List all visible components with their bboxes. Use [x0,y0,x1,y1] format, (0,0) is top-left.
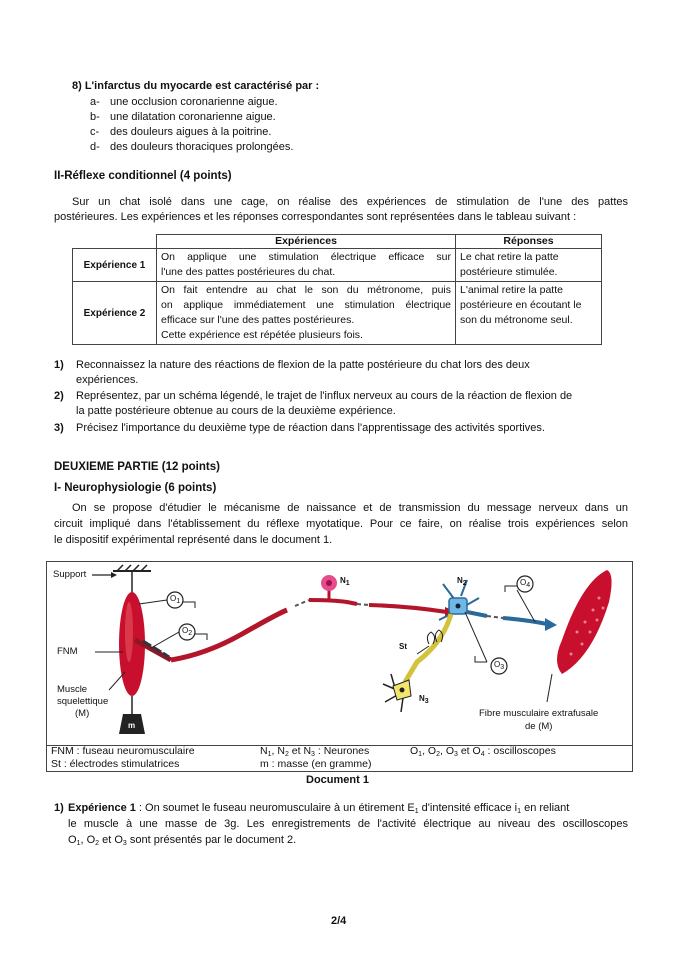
q8-option-b-letter: b- [90,111,100,123]
question-1-num: 1) [54,359,64,371]
experience1-line2: le muscle à une masse de 3g. Les enregistrements de l'activité électrique au niveau des oscilloscopes [68,818,628,830]
label-support: Support [53,569,87,580]
row-label-exp1: Expérience 1 [73,249,157,282]
label-fnm: FNM [57,646,78,657]
experience1-line1: Expérience 1 : On soumet le fuseau neuromusculaire à un étirement $E_1$ d'intensité efficace $i_1$ en reliant [68,802,570,815]
question-3-line1: Précisez l'importance du deuxième type de réaction dans l'apprentissage des activités sportives. [76,422,545,434]
legend-oscilloscopes: $O_1$, $O_2$, $O_3$ et $O_4$ : oscilloscopes [410,745,556,758]
exp1-description: On applique une stimulation électrique efficace sur l'une des pattes postérieures du chat. [157,249,456,282]
q8-option-d: des douleurs thoraciques prolongées. [110,141,294,153]
legend-st: St : électrodes stimulatrices [51,758,180,770]
question-2-num: 2) [54,390,64,402]
legend-fnm: FNM : fuseau neuromusculaire [51,745,195,757]
section2-intro-line2: postérieures. Les expériences et les réponses correspondantes sont représentées dans le tableau suivant : [54,211,577,223]
document-1-figure [46,561,633,746]
legend-neurones: $N_1$, $N_2$ et $N_3$ : Neurones [260,745,370,758]
q8-option-d-letter: d- [90,141,100,153]
experience1-line3: $O_1$, $O_2$ et $O_3$ sont présentés par le document 2. [68,834,297,847]
exp2-response: L'animal retire la patte postérieure en écoutant le son du métronome seul. [456,282,602,345]
label-fibre-2: de (M) [525,721,553,732]
part2-intro-line3: le dispositif expérimental représenté dans le document 1. [54,534,333,546]
oscilloscope-o2-icon [151,624,207,648]
label-muscle-2: squelettique [57,696,109,707]
label-n2: $N_2$ [457,576,467,587]
label-st: St [399,642,407,651]
section2-intro-line1: Sur un chat isolé dans une cage, on réalise des expériences de stimulation de l'une des pattes [72,196,628,208]
experiments-table [72,234,602,345]
label-muscle-1: Muscle [57,684,88,695]
label-mass: m [128,721,136,730]
exp2-description: On fait entendre au chat le son du métronome, puis on applique immédiatement une stimulation électrique efficace sur l'une des pattes postérieures. Cette expérience est répétée plusieurs fois. [157,282,456,345]
document-1-caption: Document 1 [306,774,369,786]
label-o3: $O_3$ [494,660,505,671]
oscilloscope-o1-icon [139,592,195,608]
table-header-experiences: Expériences [157,235,456,249]
label-fibre-1: Fibre musculaire extrafusale [479,708,599,719]
q8-option-c-letter: c- [90,126,100,138]
part2-intro-line2: circuit impliqué dans l'établissement du réflexe myotatique. Pour ce faire, on réalise trois expériences selon [54,518,628,530]
q8-option-a-letter: a- [90,96,100,108]
section2-title: II-Réflexe conditionnel (4 points) [54,170,232,182]
q8-option-a: une occlusion coronarienne aigue. [110,96,278,108]
label-o1: $O_1$ [170,594,181,605]
label-o4: $O_4$ [520,578,531,589]
label-o2: $O_2$ [182,626,193,637]
exp1-response: Le chat retire la patte postérieure stimulée. [456,249,602,282]
question-2-line1: Représentez, par un schéma légendé, le trajet de l'influx nerveux au cours de la réaction de flexion de [76,390,573,402]
label-muscle-3: (M) [75,708,90,719]
part2-subtitle: I- Neurophysiologie (6 points) [54,482,217,494]
legend-mass: m : masse (en gramme) [260,758,372,770]
part2-intro-line1: On se propose d'étudier le mécanisme de naissance et de transmission du message nerveux dans un [72,502,628,514]
q8-option-c: des douleurs aigues à la poitrine. [110,126,272,138]
table-row [73,282,602,345]
label-n1: $N_1$ [340,576,350,587]
label-n3: $N_3$ [419,694,429,705]
figure-legend [46,744,633,772]
question-1-line1: Reconnaissez la nature des réactions de flexion de la patte postérieure du chat lors des deux [76,359,530,371]
experience1-num: 1) [54,802,64,814]
row-label-exp2: Expérience 2 [73,282,157,345]
q8-title: 8) L'infarctus du myocarde est caractérisé par : [72,80,320,92]
page-number: 2/4 [331,915,347,927]
question-3-num: 3) [54,422,64,434]
table-header-reponses: Réponses [456,235,602,249]
table-row [73,249,602,282]
question-1-line2: expériences. [76,374,139,386]
part2-title: DEUXIEME PARTIE (12 points) [54,461,220,473]
question-2-line2: la patte postérieure obtenue au cours de la deuxième expérience. [76,405,396,417]
q8-option-b: une dilatation coronarienne aigue. [110,111,276,123]
extrafusal-muscle-fiber [557,570,612,674]
